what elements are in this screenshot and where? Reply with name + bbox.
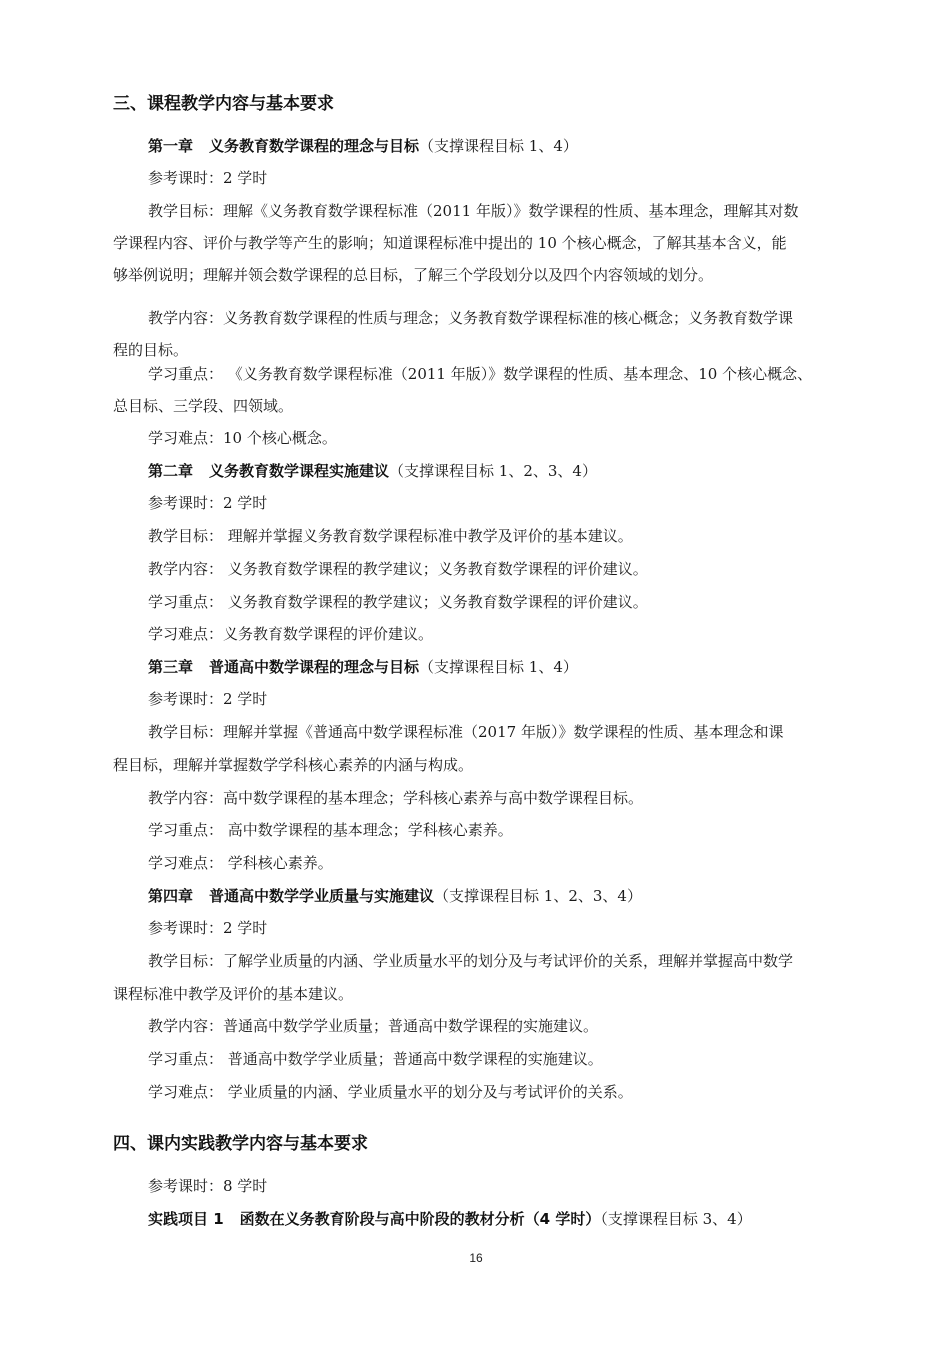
chapter-1-number: 第一章: [148, 137, 194, 155]
chapter-3-content: 教学内容：高中数学课程的基本理念；学科核心素养与高中数学课程目标。: [148, 789, 644, 807]
chapter-4-hours: 参考课时：2 学时: [148, 919, 268, 937]
chapter-2-key: 学习重点： 义务教育数学课程的教学建议；义务教育数学课程的评价建议。: [148, 593, 648, 611]
practice-item-1-title: 函数在义务教育阶段与高中阶段的教材分析（4 学时）: [239, 1210, 601, 1228]
chapter-4-key: 学习重点： 普通高中数学学业质量；普通高中数学课程的实施建议。: [148, 1050, 603, 1068]
chapter-2-heading: [148, 461, 597, 481]
chapter-2-content: 教学内容： 义务教育数学课程的教学建议；义务教育数学课程的评价建议。: [148, 560, 648, 578]
chapter-2-support: （支撑课程目标 1、2、3、4）: [389, 462, 597, 480]
chapter-3-key: 学习重点： 高中数学课程的基本理念；学科核心素养。: [148, 821, 513, 839]
chapter-3-difficulty: 学习难点： 学科核心素养。: [148, 854, 333, 872]
chapter-3-title: 普通高中数学课程的理念与目标: [209, 658, 420, 676]
chapter-2-hours: 参考课时：2 学时: [148, 494, 268, 512]
chapter-4-heading: [148, 886, 642, 906]
chapter-1-goal-line-1: 教学目标：理解《义务教育数学课程标准（2011 年版）》数学课程的性质、基本理念，理解其对数: [148, 202, 799, 220]
chapter-3-support: （支撑课程目标 1、4）: [419, 658, 578, 676]
chapter-3-number: 第三章: [148, 658, 194, 676]
page-number: 16: [469, 1251, 483, 1265]
chapter-2-difficulty: 学习难点：义务教育数学课程的评价建议。: [148, 625, 434, 643]
chapter-1-difficulty: 学习难点：10 个核心概念。: [148, 429, 337, 447]
section-3-title: 三、课程教学内容与基本要求: [113, 94, 334, 114]
chapter-4-number: 第四章: [148, 887, 194, 905]
chapter-1-support: （支撑课程目标 1、4）: [419, 137, 578, 155]
practice-item-1-heading: [148, 1209, 752, 1229]
section-4-title: 四、课内实践教学内容与基本要求: [113, 1134, 368, 1154]
practice-item-1-number: 实践项目 1: [148, 1210, 224, 1228]
chapter-1-content-line-2: 程的目标。: [113, 341, 189, 359]
chapter-2-goal: 教学目标： 理解并掌握义务教育数学课程标准中教学及评价的基本建议。: [148, 527, 633, 545]
chapter-3-goal-line-1: 教学目标：理解并掌握《普通高中数学课程标准（2017 年版）》数学课程的性质、基本理念和课: [148, 723, 784, 741]
chapter-1-title: 义务教育数学课程的理念与目标: [209, 137, 420, 155]
chapter-3-heading: [148, 657, 578, 677]
chapter-4-title: 普通高中数学学业质量与实施建议: [209, 887, 435, 905]
practice-item-1-support: （支撑课程目标 3、4）: [600, 1210, 752, 1228]
chapter-1-content-line-1: 教学内容：义务教育数学课程的性质与理念；义务教育数学课程标准的核心概念；义务教育数学课: [148, 309, 794, 327]
chapter-4-content: 教学内容：普通高中数学学业质量；普通高中数学课程的实施建议。: [148, 1017, 599, 1035]
chapter-4-support: （支撑课程目标 1、2、3、4）: [434, 887, 642, 905]
chapter-4-difficulty: 学习难点： 学业质量的内涵、学业质量水平的划分及与考试评价的关系。: [148, 1083, 633, 1101]
chapter-2-number: 第二章: [148, 462, 194, 480]
chapter-2-title: 义务教育数学课程实施建议: [209, 462, 390, 480]
chapter-1-key-line-1: 学习重点： 《义务教育数学课程标准（2011 年版）》数学课程的性质、基本理念、10 个核心概念、: [148, 365, 813, 383]
chapter-3-hours: 参考课时：2 学时: [148, 690, 268, 708]
chapter-1-hours: 参考课时：2 学时: [148, 169, 268, 187]
chapter-3-goal-line-2: 程目标，理解并掌握数学学科核心素养的内涵与构成。: [113, 756, 474, 774]
chapter-1-key-line-2: 总目标、三学段、四领域。: [113, 397, 294, 415]
chapter-4-goal-line-1: 教学目标：了解学业质量的内涵、学业质量水平的划分及与考试评价的关系，理解并掌握高中数学: [148, 952, 794, 970]
practice-hours: 参考课时：8 学时: [148, 1177, 268, 1195]
chapter-1-heading: [148, 136, 578, 156]
chapter-1-goal-line-3: 够举例说明；理解并领会数学课程的总目标，了解三个学段划分以及四个内容领域的划分。: [113, 266, 714, 284]
chapter-1-goal-line-2: 学课程内容、评价与教学等产生的影响；知道课程标准中提出的 10 个核心概念，了解其基本含义，能: [113, 234, 787, 252]
chapter-4-goal-line-2: 课程标准中教学及评价的基本建议。: [113, 985, 354, 1003]
